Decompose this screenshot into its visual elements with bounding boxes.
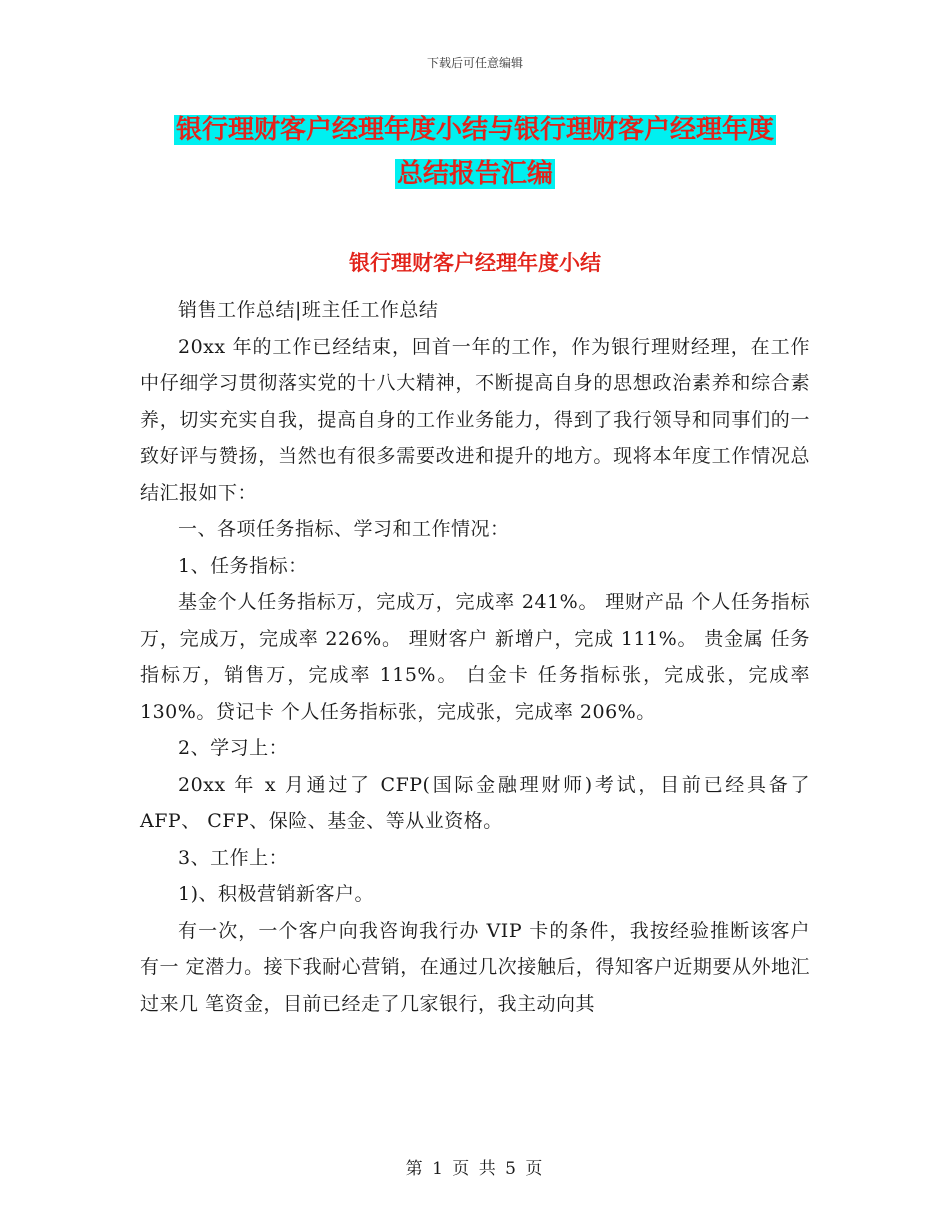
paragraph: 20xx 年 x 月通过了 CFP(国际金融理财师)考试，目前已经具备了 AFP、 CFP、保险、基金、等从业资格。 [140, 773, 810, 832]
document-title-highlight: 总结报告汇编 [396, 159, 553, 189]
paragraph: 20xx 年的工作已经结束，回首一年的工作，作为银行理财经理，在工作中仔细学习贯彻落实党的十八大精神，不断提高自身的思想政治素养和综合素养，切实充实自我，提高自身的工作业务能力，得到了我行领导和同事们的一致好评与赞扬，当然也有很多需要改进和提升的地方。现将本年度工作情况总结汇报如下： [140, 335, 810, 504]
document-title-line-1 [0, 108, 950, 152]
paragraph: 基金个人任务指标万，完成万，完成率 241%。 理财产品 个人任务指标万，完成万，完成率 226%。 理财客户 新增户，完成 111%。 贵金属 任务指标万，销售万，完成率 115%。 白金卡 任务指标张，完成张，完成率 130%。贷记卡 个人任务指标张，完成张，完成率 206%。 [140, 591, 810, 723]
paragraph: 1)、积极营销新客户。 [178, 883, 375, 905]
document-title-highlight: 银行理财客户经理年度小结与银行理财客户经理年度 [175, 115, 774, 145]
paragraph: 销售工作总结|班主任工作总结 [178, 299, 439, 321]
paragraph: 一、各项任务指标、学习和工作情况： [178, 518, 510, 540]
document-body [140, 292, 810, 1022]
header-note: 下载后可任意编辑 [426, 56, 523, 70]
section-title: 银行理财客户经理年度小结 [349, 251, 601, 275]
paragraph: 1、任务指标： [178, 554, 308, 577]
paragraph: 有一次，一个客户向我咨询我行办 VIP 卡的条件，我按经验推断该客户有一 定潜力。接下我耐心营销，在通过几次接触后，得知客户近期要从外地汇过来几 笔资金，目前已经走了几家银行，我主动向其 [140, 919, 810, 1015]
document-title-line-2 [0, 152, 950, 196]
paragraph: 2、学习上： [178, 737, 289, 759]
paragraph: 3、工作上： [178, 846, 289, 869]
page-number-footer: 第 1 页 共 5 页 [405, 1159, 545, 1179]
